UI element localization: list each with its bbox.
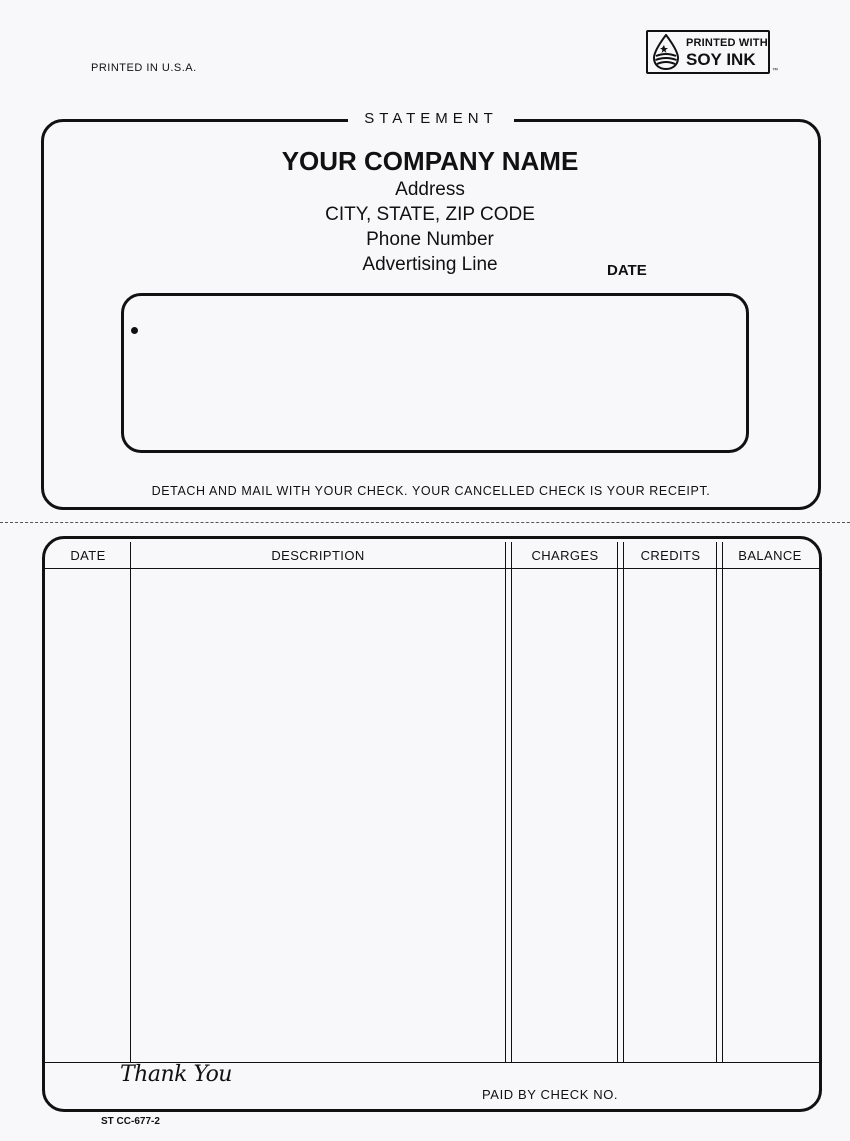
column-divider-charges-a xyxy=(617,542,618,1063)
thank-you-script: Thank You xyxy=(120,1062,232,1087)
company-phone: Phone Number xyxy=(366,229,494,250)
soy-drop-icon xyxy=(650,34,682,70)
soy-ink-logo xyxy=(646,30,780,78)
printed-in-usa: PRINTED IN U.S.A. xyxy=(91,62,197,74)
soy-logo-line2: SOY INK xyxy=(686,50,756,69)
company-city-state-zip: CITY, STATE, ZIP CODE xyxy=(325,204,535,225)
address-bullet-dot xyxy=(131,327,138,334)
ledger-box xyxy=(42,536,822,1112)
mailing-address-window xyxy=(121,293,749,453)
column-divider-description-b xyxy=(511,542,512,1063)
ledger-header-rule xyxy=(45,568,819,569)
trademark-symbol: ™ xyxy=(772,68,778,74)
statement-date-label: DATE xyxy=(607,262,647,279)
soy-logo-line1: PRINTED WITH xyxy=(686,37,768,49)
statement-title: STATEMENT xyxy=(348,108,514,130)
paid-by-check-label: PAID BY CHECK NO. xyxy=(482,1087,619,1102)
company-address: Address xyxy=(395,179,465,200)
company-advertising-line: Advertising Line xyxy=(362,254,498,275)
column-header-credits: CREDITS xyxy=(640,548,701,563)
column-header-description: DESCRIPTION xyxy=(271,548,365,563)
company-name: YOUR COMPANY NAME xyxy=(281,146,579,176)
column-header-balance: BALANCE xyxy=(738,548,802,563)
column-divider-description-a xyxy=(505,542,506,1063)
column-divider-credits-a xyxy=(716,542,717,1063)
detach-instructions: DETACH AND MAIL WITH YOUR CHECK. YOUR CANCELLED CHECK IS YOUR RECEIPT. xyxy=(151,484,711,498)
column-divider-credits-b xyxy=(722,542,723,1063)
column-header-charges: CHARGES xyxy=(531,548,599,563)
perforation-line xyxy=(0,522,850,523)
column-divider-charges-b xyxy=(623,542,624,1063)
column-divider-date xyxy=(130,542,131,1063)
column-header-date: DATE xyxy=(70,548,106,563)
form-code: ST CC-677-2 xyxy=(101,1116,160,1127)
